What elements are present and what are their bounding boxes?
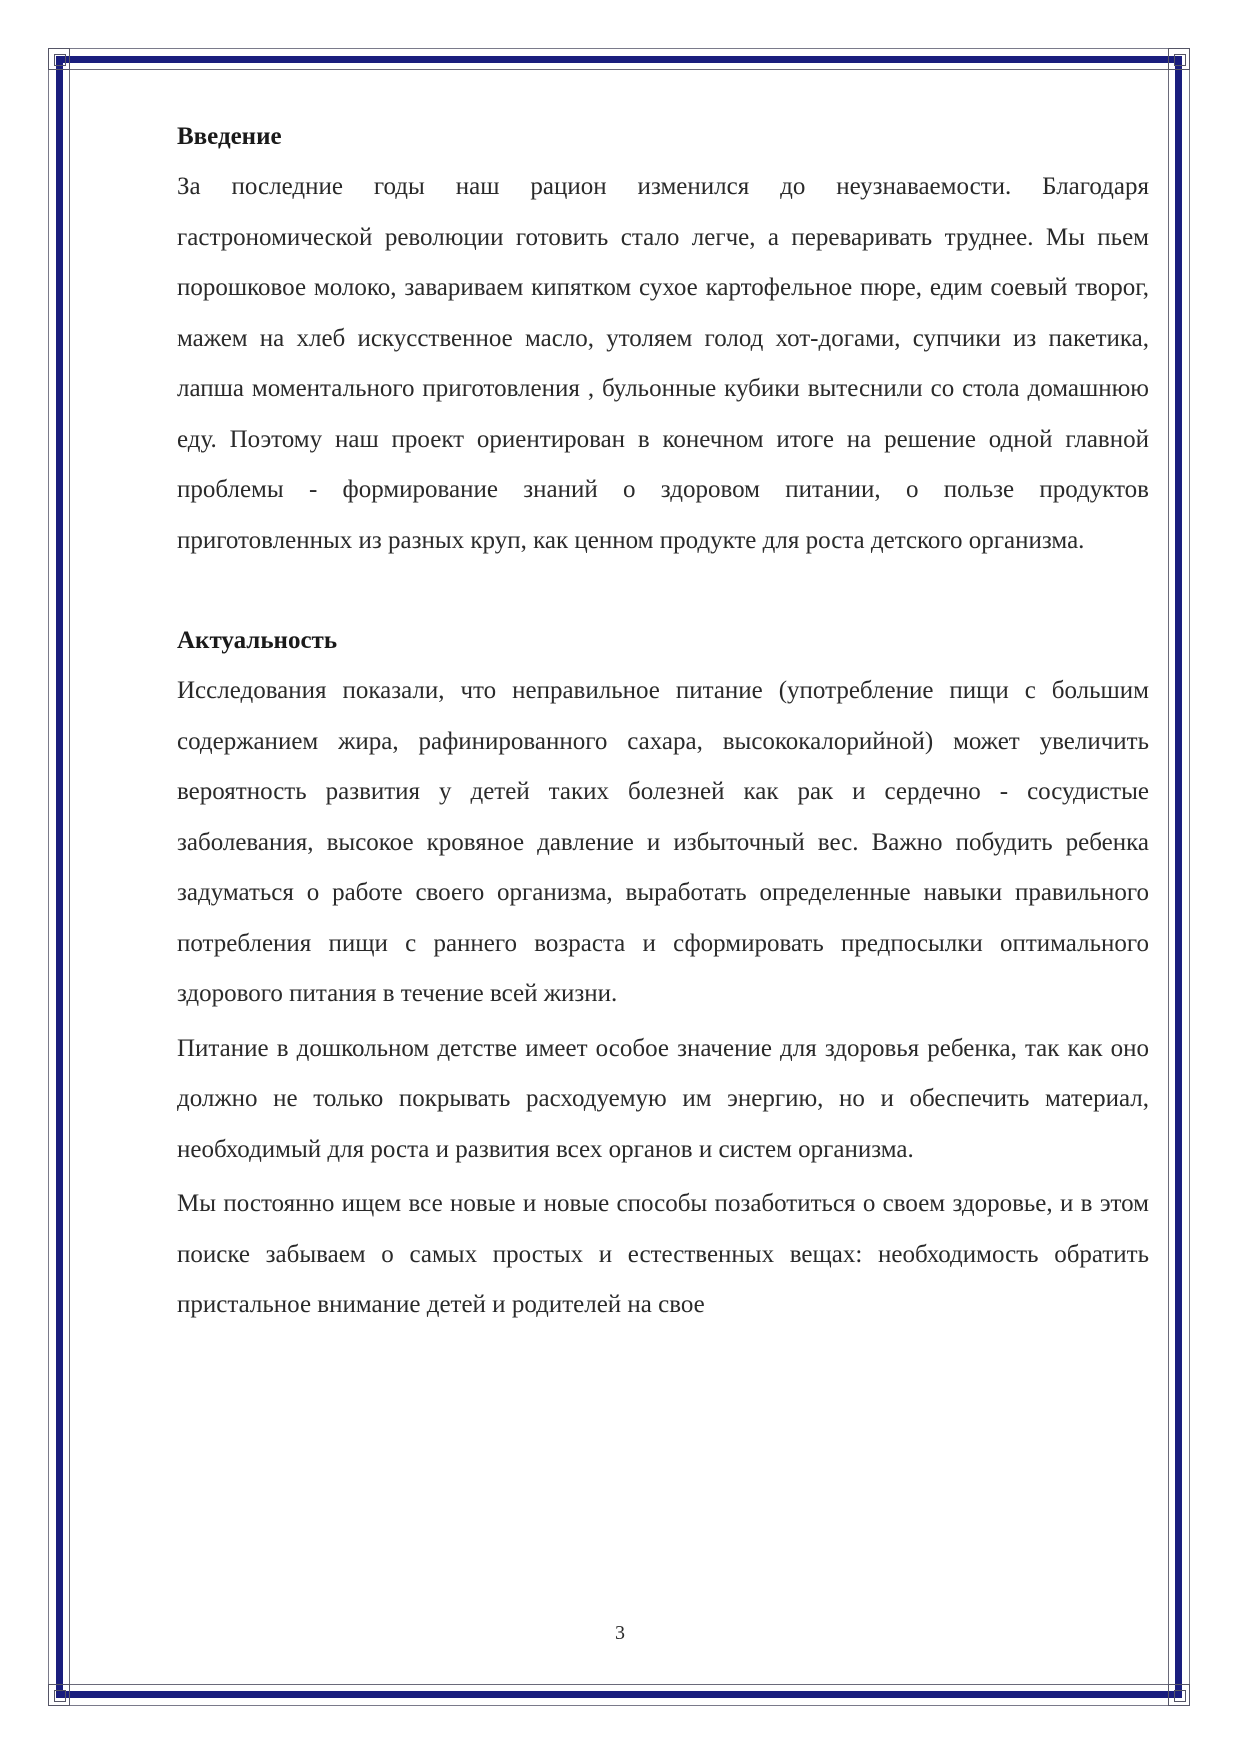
frame-corner-ornament	[48, 1684, 70, 1706]
frame-corner-ornament	[48, 48, 70, 70]
paragraph: Питание в дошкольном детстве имеет особое значение для здоровья ребенка, так как оно должно не только покрывать расходуемую им энергию, но и обеспечить материал, необходимый для роста и развития всех органов и систем организма.	[177, 1034, 1149, 1163]
page-number: 3	[615, 1622, 625, 1644]
document-body	[177, 112, 1149, 1331]
paragraph: За последние годы наш рацион изменился до неузнаваемости. Благодаря гастрономической революции готовить стало легче, а переваривать труднее. Мы пьем порошковое молоко, завариваем кипятком сухое картофельное пюре, едим соевый творог, мажем на хлеб искусственное масло, утоляем голод хот-догами, супчики из пакетика, лапша моментального приготовления , бульонные кубики вытеснили со стола домашнюю еду. Поэтому наш проект ориентирован в конечном итоге на решение одной главной проблемы - формирование знаний о здоровом питании, о пользе продуктов приготовленных из разных круп, как ценном продукте для роста детского организма.	[177, 173, 1149, 554]
frame-corner-ornament	[1168, 48, 1190, 70]
section-relevance	[177, 616, 1149, 1331]
paragraph: Мы постоянно ищем все новые и новые способы позаботиться о своем здоровье, и в этом поиске забываем о самых простых и естественных вещах: необходимость обратить пристальное внимание детей и родителей на свое	[177, 1190, 1149, 1318]
paragraph: Исследования показали, что неправильное питание (употребление пищи с большим содержанием жира, рафинированного сахара, высококалорийной) может увеличить вероятность развития у детей таких болезней как рак и сердечно - сосудистые заболевания, высокое кровяное давление и избыточный вес. Важно побудить ребенка задуматься о работе своего организма, выработать определенные навыки правильного потребления пищи с раннего возраста и сформировать предпосылки оптимального здорового питания в течение всей жизни.	[177, 677, 1149, 1007]
section-heading: Введение	[177, 123, 282, 150]
section-introduction	[177, 112, 1149, 566]
frame-corner-ornament	[1168, 1684, 1190, 1706]
section-heading: Актуальность	[177, 627, 338, 654]
